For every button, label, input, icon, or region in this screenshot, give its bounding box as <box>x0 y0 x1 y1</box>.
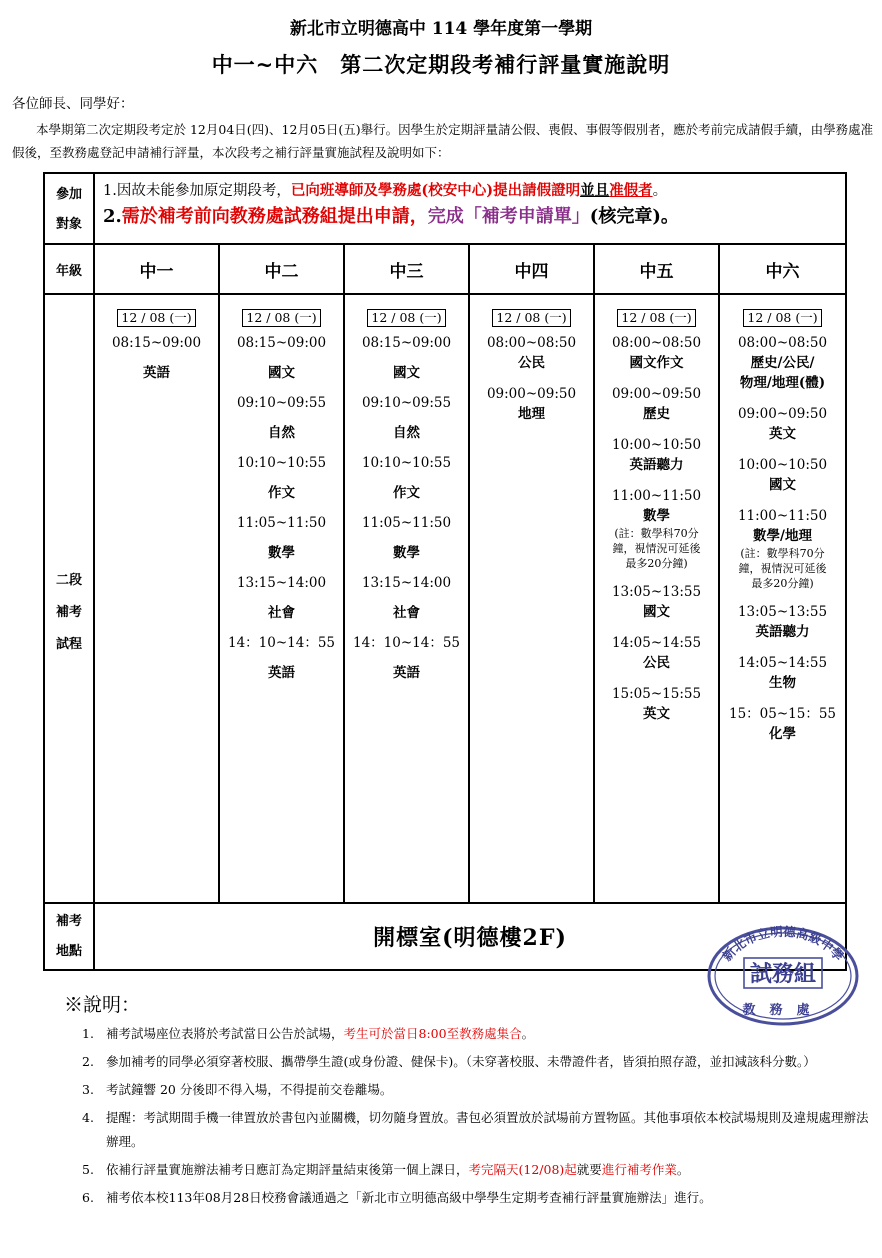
exam-subject: 英語 <box>268 665 295 681</box>
exam-subject: 自然 <box>268 425 295 441</box>
exam-time: 14:05~14:55 <box>611 635 702 651</box>
exam-time: 14：10~14：55 <box>352 635 461 651</box>
exam-subject: 英語 <box>393 665 420 681</box>
exam-subject: 英語聽力 <box>755 624 810 640</box>
grade-header: 中三 <box>344 244 469 294</box>
exam-time: 10:10~10:55 <box>361 455 452 471</box>
participants-notes <box>94 173 846 244</box>
exam-subject: 社會 <box>393 605 420 621</box>
exam-time: 09:10~09:55 <box>361 395 452 411</box>
participant-note-2: 2.需於補考前向教務處試務組提出申請，完成「補考申請單」(核完章)。 <box>103 206 679 227</box>
exam-time: 10:10~10:55 <box>236 455 327 471</box>
remark-item: 6. 補考依本校113年08月28日校務會議通過之「新北市立明德高級中學學生定期考查補行評量實施辦法」進行。 <box>82 1190 712 1205</box>
exam-subject: 數學/地理 <box>753 528 812 544</box>
exam-subject: 公民 <box>643 655 670 671</box>
exam-subject: 生物 <box>769 675 796 691</box>
exam-date: 12 / 08 (一) <box>367 309 445 327</box>
exam-time: 08:00~08:50 <box>611 335 702 351</box>
grade-header: 中四 <box>469 244 594 294</box>
exam-subject: 數學 <box>393 545 420 561</box>
exam-date: 12 / 08 (一) <box>242 309 320 327</box>
exam-time: 13:05~13:55 <box>737 604 828 620</box>
grade-header: 中二 <box>219 244 344 294</box>
exam-time: 08:15~09:00 <box>236 335 327 351</box>
remark-item: 5. 依補行評量實施辦法補考日應訂為定期評量結束後第一個上課日，考完隔天(12/08)起就要進行補考作業。 <box>82 1162 690 1177</box>
exam-subject: 作文 <box>268 485 295 501</box>
location-label: 補考 地點 <box>44 903 94 970</box>
exam-time: 09:00~09:50 <box>737 406 828 422</box>
grade-header: 中一 <box>94 244 219 294</box>
exam-subject: 作文 <box>393 485 420 501</box>
grade-schedule-cell <box>94 294 219 903</box>
exam-time: 11:00~11:50 <box>737 508 828 524</box>
grade-schedule-cell <box>469 294 594 903</box>
exam-subject: 國文 <box>643 604 670 620</box>
exam-time: 09:00~09:50 <box>611 386 702 402</box>
greeting: 各位師長、同學好： <box>12 96 134 112</box>
exam-time: 10:00~10:50 <box>611 437 702 453</box>
remarks-list <box>82 1022 872 1214</box>
exam-subject: 歷史/公民/ <box>750 355 815 371</box>
exam-time: 13:15~14:00 <box>361 575 452 591</box>
exam-subject: 英文 <box>643 706 670 722</box>
exam-subject: 社會 <box>268 605 295 621</box>
remark-item: 2. 參加補考的同學必須穿著校服、攜帶學生證(或身份證、健保卡)。（未穿著校服、未帶證件者，皆須拍照存證，並扣減該科分數。） <box>82 1054 816 1069</box>
exam-date: 12 / 08 (一) <box>492 309 570 327</box>
exam-subject: 英語 <box>143 365 170 381</box>
exam-time: 11:05~11:50 <box>361 515 452 531</box>
exam-time: 13:05~13:55 <box>611 584 702 600</box>
grade-schedule-cell <box>594 294 719 903</box>
exam-time: 08:15~09:00 <box>361 335 452 351</box>
remark-item: 3. 考試鐘響 20 分後即不得入場，不得提前交卷離場。 <box>82 1082 393 1097</box>
seal-bottom-text: 教務處 <box>742 1003 824 1018</box>
exam-time: 14：10~14：55 <box>227 635 336 651</box>
location-value: 開標室(明德樓2F) <box>94 903 846 970</box>
exam-time: 15：05~15：55 <box>728 706 837 722</box>
exam-subject: 數學 <box>643 508 670 524</box>
participants-label: 參加 對象 <box>44 173 94 244</box>
grade-schedule-cell <box>344 294 469 903</box>
exam-subject: 數學 <box>268 545 295 561</box>
grade-label: 年級 <box>44 244 94 294</box>
exam-subject: 化學 <box>769 726 796 742</box>
exam-time: 10:00~10:50 <box>737 457 828 473</box>
exam-subject: 歷史 <box>643 406 670 422</box>
remark-item: 4. 提醒：考試期間手機一律置放於書包內並關機，切勿隨身置放。書包必須置放於試場前方置物區。其他事項依本校試場規則及違規處理辦法辦理。 <box>82 1110 869 1149</box>
exam-time: 09:00~09:50 <box>486 386 577 402</box>
schedule-table <box>43 172 847 971</box>
remark-item: 1. 補考試場座位表將於考試當日公告於試場，考生可於當日8:00至教務處集合。 <box>82 1026 535 1041</box>
exam-subject: 國文 <box>769 477 796 493</box>
schedule-label: 二段 補考 試程 <box>44 294 94 903</box>
exam-time: 08:00~08:50 <box>486 335 577 351</box>
exam-subject: 國文 <box>393 365 420 381</box>
exam-date: 12 / 08 (一) <box>117 309 195 327</box>
exam-subject: 國文 <box>268 365 295 381</box>
exam-time: 09:10~09:55 <box>236 395 327 411</box>
exam-subject: 地理 <box>518 406 545 422</box>
office-seal-stamp <box>706 922 860 1026</box>
intro-paragraph: 本學期第二次定期段考定於 12月04日(四)、12月05日(五)舉行。因學生於定期評量請公假、喪假、事假等假別者，應於考前完成請假手續，由學務處准假後，至教務處登記申請補行評量，本次段考之補行評量實施試程及說明如下： <box>12 122 874 160</box>
exam-note: (註：數學科70分 鐘，視情況可延後 最多20分鐘) <box>612 527 701 570</box>
exam-subject: 英語聽力 <box>629 457 684 473</box>
exam-subject: 自然 <box>393 425 420 441</box>
grade-header: 中六 <box>719 244 846 294</box>
participant-note-1: 1.因故未能參加原定期段考，已向班導師及學務處(校安中心)提出請假證明並且准假者。 <box>103 182 668 199</box>
exam-date: 12 / 08 (一) <box>617 309 695 327</box>
exam-date: 12 / 08 (一) <box>743 309 821 327</box>
exam-time: 15:05~15:55 <box>611 686 702 702</box>
grade-schedule-cell <box>719 294 846 903</box>
exam-time: 08:00~08:50 <box>737 335 828 351</box>
exam-time: 08:15~09:00 <box>111 335 202 351</box>
exam-subject: 國文作文 <box>629 355 684 371</box>
exam-subject: 公民 <box>518 355 545 371</box>
remarks-title: ※說明： <box>64 994 141 1016</box>
exam-time: 11:05~11:50 <box>236 515 327 531</box>
exam-time: 11:00~11:50 <box>611 488 702 504</box>
exam-note: (註：數學科70分 鐘，視情況可延後 最多20分鐘) <box>738 547 827 590</box>
seal-outer-text: 新北市立明德高級中學 <box>719 923 847 964</box>
seal-center-text: 試務組 <box>749 961 817 987</box>
document-title-school: 新北市立明德高中 114 學年度第一學期 <box>289 19 593 39</box>
grade-header: 中五 <box>594 244 719 294</box>
exam-time: 13:15~14:00 <box>236 575 327 591</box>
exam-subject: 英文 <box>769 426 796 442</box>
exam-subject: 物理/地理(體) <box>739 375 826 391</box>
document-title-main: 中一~中六 第二次定期段考補行評量實施說明 <box>211 52 671 77</box>
grade-schedule-cell <box>219 294 344 903</box>
exam-time: 14:05~14:55 <box>737 655 828 671</box>
